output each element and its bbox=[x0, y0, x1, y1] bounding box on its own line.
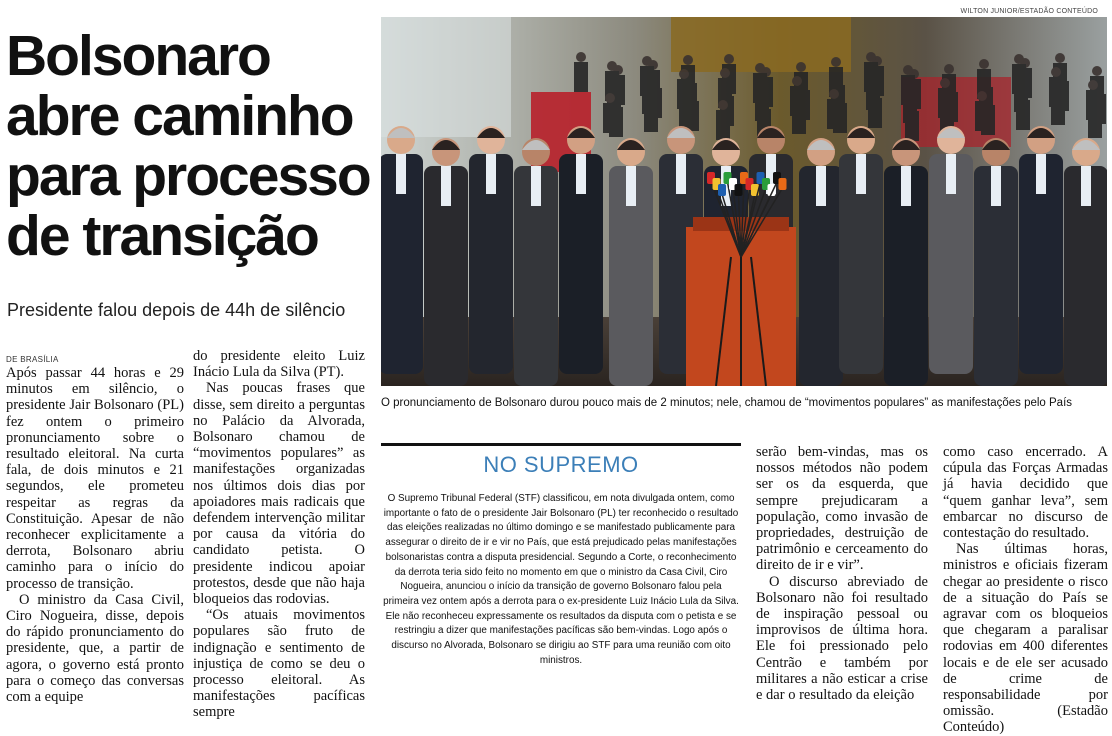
paragraph: como caso encerrado. A cúpula das Forças Armadas já havia decidido que “quem ganhar leva”, sem embarcar no discurso de contestação do resultado. bbox=[943, 444, 1108, 542]
paragraph: O discurso abreviado de Bolsonaro não foi resultado de inspiração pessoal ou improvisos de última hora. Ele foi pressionado pelo Centrão e também por militares a não esticar a crise e dar o resultado da eleição bbox=[756, 573, 928, 704]
paragraph: serão bem-vindas, mas os nossos métodos não podem ser os da esquerda, que sempre prejudicaram a população, como invasão de propriedades, destruição de patrimônio e cerceamento do direito de ir e vir”. bbox=[756, 444, 928, 574]
article-column-1 bbox=[6, 365, 184, 705]
paragraph: Nas poucas frases que disse, sem direito a perguntas no Palácio da Alvorada, Bolsonaro chamou de “movimentos populares” as manifestações organizadas nos últimos dois dias por apoiadores mais radicais que defendem intervenção militar por causa da vitória do candidato petista. O presidente indicou apoiar protestos, desde que não haja bloqueios das rodovias. bbox=[193, 380, 365, 608]
paragraph: O ministro da Casa Civil, Ciro Nogueira, disse, depois do rápido pronunciamento do presidente, que, a partir de agora, o governo está pronto para o começo das conversas com a equipe bbox=[6, 591, 184, 706]
paragraph: Após passar 44 horas e 29 minutos em silêncio, o presidente Jair Bolsonaro (PL) fez ontem o primeiro pronunciamento sobre o resultado eleitoral. Na curta fala, de dois minutos e 21 segundos, ele prometeu respeitar as regras da Constituição. Apesar de não reconhecer explicitamente a derrota, Bolsonaro abriu caminho para o início do processo de transição. bbox=[6, 365, 184, 592]
headline: Bolsonaro abre caminho para processo de transição bbox=[6, 24, 370, 268]
photo-credit: WILTON JUNIOR/ESTADÃO CONTEÚDO bbox=[960, 8, 1098, 15]
article-column-4 bbox=[943, 444, 1108, 736]
photo-caption: O pronunciamento de Bolsonaro durou pouco mais de 2 minutos; nele, chamou de “movimentos populares” as manifestações pelo País bbox=[381, 397, 1073, 409]
sidebar-rule bbox=[381, 443, 741, 446]
paragraph: Nas últimas horas, ministros e oficiais fizeram chegar ao presidente o risco de a situação do País se agravar com os bloqueios que chegaram a paralisar rodovias em 400 diferentes locais e de ele ser acusado de crime de responsabilidade por omissão. (Estadão Conteúdo) bbox=[943, 541, 1108, 736]
paragraph: do presidente eleito Luiz Inácio Lula da Silva (PT). bbox=[193, 348, 365, 381]
subheadline: Presidente falou depois de 44h de silêncio bbox=[7, 300, 346, 320]
press-conference-illustration bbox=[381, 17, 1107, 386]
news-photo bbox=[381, 17, 1107, 386]
paragraph: “Os atuais movimentos populares são fruto de indignação e sentimento de injustiça de como se deu o processo eleitoral. As manifestações pacíficas sempre bbox=[193, 607, 365, 721]
sidebar-text: O Supremo Tribunal Federal (STF) classificou, em nota divulgada ontem, como importante o fato de o presidente Jair Bolsonaro (PL) ter reconhecido o resultado das eleições realizadas no último domingo e se manifestado publicamente para assegurar o direito de ir e vir no País, que está prejudicado pelas manifestações bolsonaristas contra a disputa presidencial. Segundo a Corte, o reconhecimento da derrota teria sido feito no momento em que o ministro da Casa Civil, Ciro Nogueira, anunciou o início da transição de governo Bolsonaro falou pela primeira vez ontem após a derrota para o ex-presidente Luiz Inácio Lula da Silva. Ele não reconheceu expressamente os resultados da disputa com o petista e se restringiu a dizer que manifestações pacíficas são bem-vindas. Logo após o discurso no Alvorada, Bolsonaro se dirigiu ao STF para uma reunião com oito ministros. bbox=[383, 493, 739, 666]
article-column-3 bbox=[756, 444, 928, 703]
dateline: DE BRASÍLIA bbox=[6, 355, 59, 364]
sidebar-title: NO SUPREMO bbox=[483, 452, 639, 477]
article-column-2 bbox=[193, 348, 365, 721]
